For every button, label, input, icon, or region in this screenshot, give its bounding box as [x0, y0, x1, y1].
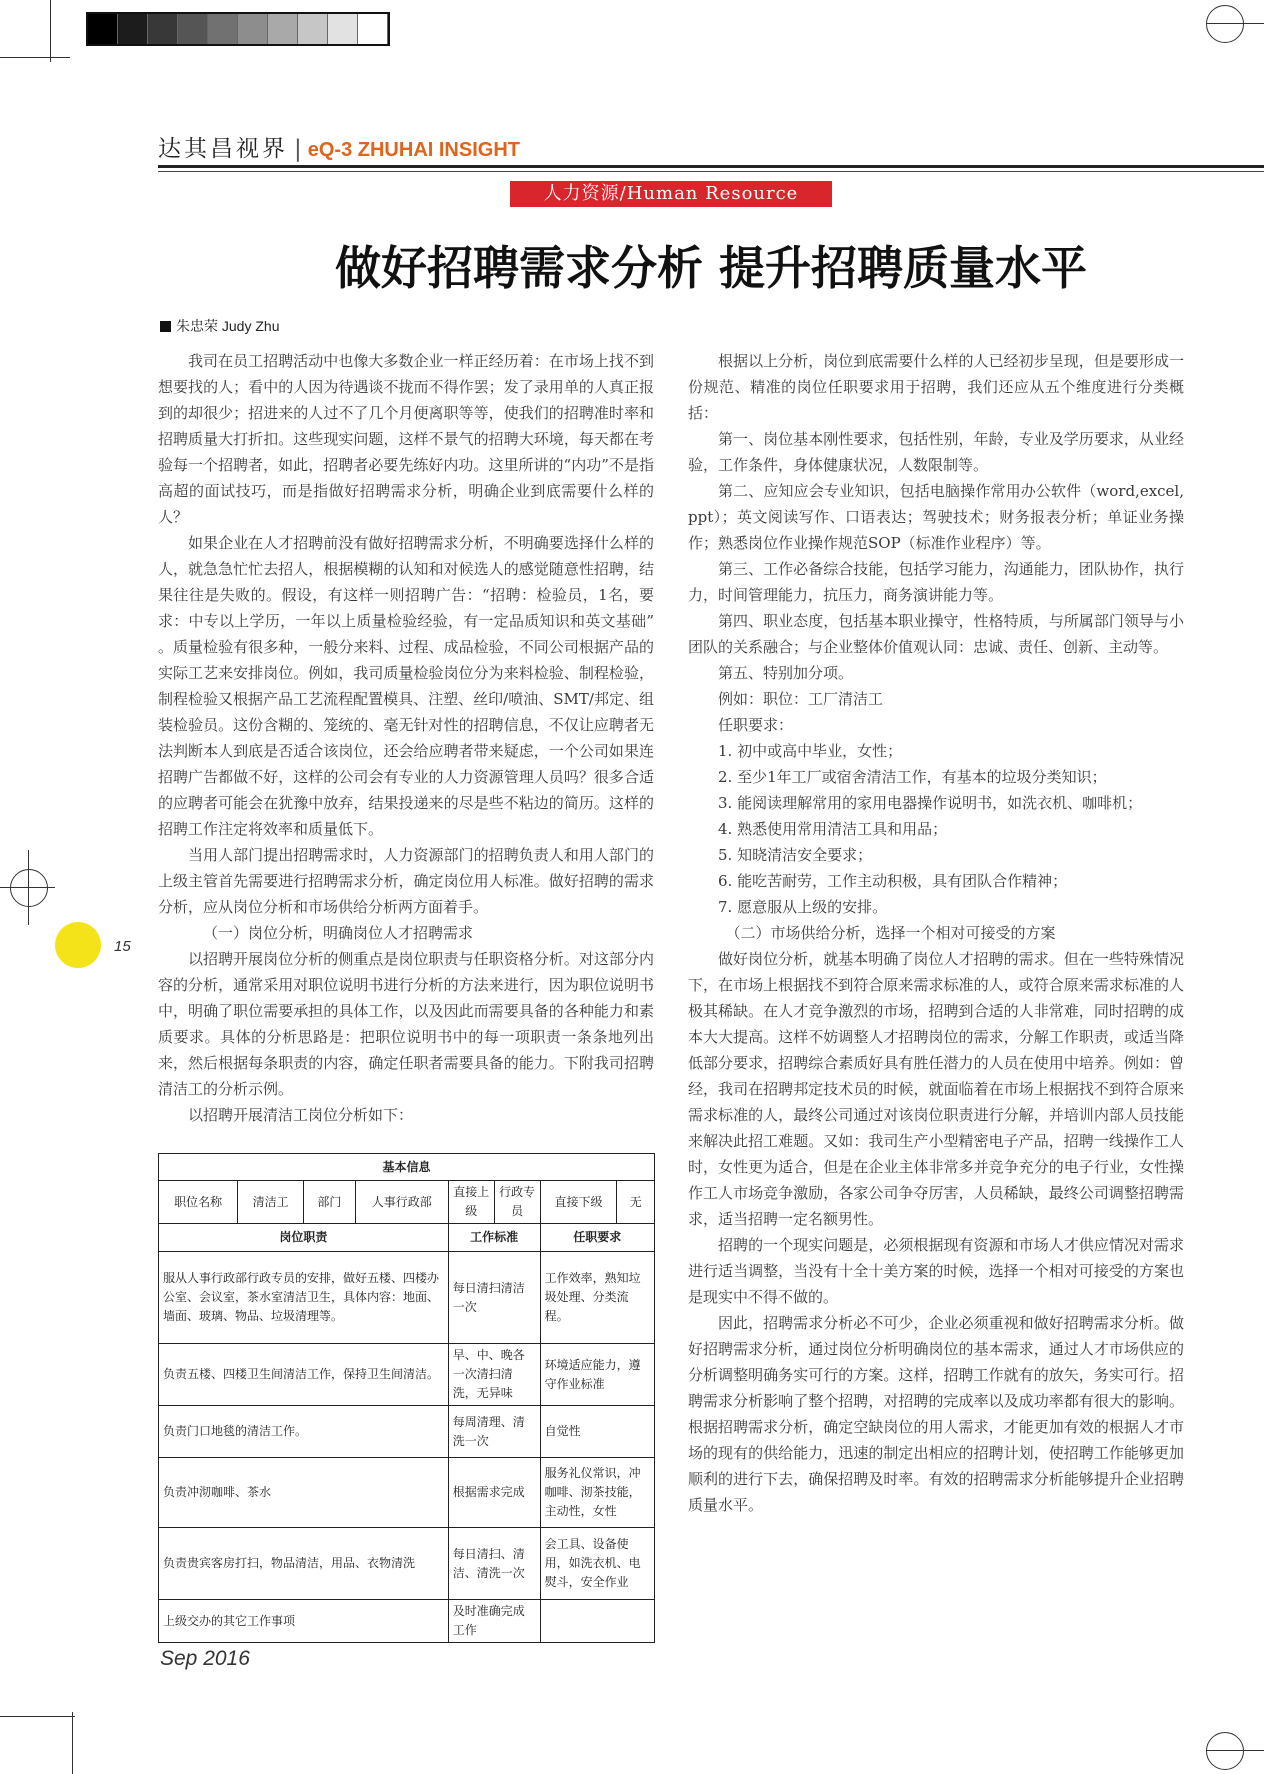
calibration-swatch [88, 14, 118, 44]
duty-cell: 负责贵宾客房打扫，物品清洁，用品、衣物清洗 [159, 1528, 449, 1600]
column-header: 岗位职责 [159, 1224, 449, 1252]
paragraph: 例如：职位：工厂清洁工 [718, 690, 884, 708]
duty-cell: 负责冲沏咖啡、茶水 [159, 1458, 449, 1528]
subheading: （一）岗位分析，明确岗位人才招聘需求 [203, 924, 474, 942]
calibration-swatch [328, 14, 358, 44]
left-column [158, 348, 654, 1128]
paragraph: 当用人部门提出招聘需求时，人力资源部门的招聘负责人和用人部门的上级主管首先需要进行招聘需求分析，确定岗位用人标准。做好招聘的需求分析，应从岗位分析和市场供给分析两方面着手。 [158, 846, 654, 916]
article-title: 做好招聘需求分析 提升招聘质量水平 [334, 241, 1087, 295]
list-item: 3. 能阅读理解常用的家用电器操作说明书，如洗衣机、咖啡机； [718, 794, 1143, 812]
header-rule-thin [158, 171, 1264, 172]
paragraph: 招聘的一个现实问题是，必须根据现有资源和市场人才供应情况对需求进行适当调整，当没有十全十美方案的时候，选择一个相对可接受的方案也是现实中不得不做的。 [688, 1236, 1184, 1306]
section-banner: 人力资源/Human Resource [510, 181, 832, 207]
paragraph: 任职要求： [718, 716, 794, 734]
crop-mark [0, 1716, 75, 1717]
page-marker-dot [55, 922, 101, 968]
table-title: 基本信息 [159, 1154, 655, 1181]
table-row [159, 1528, 655, 1600]
registration-mark [1206, 5, 1244, 43]
standard-cell: 及时准确完成工作 [448, 1600, 540, 1643]
duty-cell: 服从人事行政部行政专员的安排，做好五楼、四楼办公室、会议室，茶水室清洁卫生，具体内容：地面、墙面、玻璃、物品、垃圾清理等。 [159, 1252, 449, 1344]
info-cell: 职位名称 [159, 1181, 238, 1224]
list-item: 7. 愿意服从上级的安排。 [718, 898, 888, 916]
paragraph: 第五、特别加分项。 [718, 664, 854, 682]
paragraph: 我司在员工招聘活动中也像大多数企业一样正经历着：在市场上找不到想要找的人；看中的人因为待遇谈不拢而不得作罢；发了录用单的人真正报到的却很少；招进来的人过不了几个月便离职等等，使我们的招聘准时率和招聘质量大打折扣。这些现实问题，这样不景气的招聘大环境，每天都在考验每一个招聘者，如此，招聘者必要先练好内功。这里所讲的“内功”不是指高超的面试技巧，而是指做好招聘需求分析，明确企业到底需要什么样的人？ [158, 352, 654, 526]
standard-cell: 根据需求完成 [448, 1458, 540, 1528]
requirement-cell: 自觉性 [540, 1406, 654, 1458]
column-header: 任职要求 [540, 1224, 654, 1252]
duty-cell: 上级交办的其它工作事项 [159, 1600, 449, 1643]
subheading: （二）市场供给分析，选择一个相对可接受的方案 [725, 924, 1056, 942]
info-cell: 无 [617, 1181, 655, 1224]
crop-mark [0, 57, 70, 58]
paragraph: 如果企业在人才招聘前没有做好招聘需求分析，不明确要选择什么样的人，就急急忙忙去招人，根据模糊的认知和对候选人的感觉随意性招聘，结果往往是失败的。假设，有这样一则招聘广告：“招聘：检验员，1名，要求：中专以上学历，一年以上质量检验经验，有一定品质知识和英文基础” 。质量检验有很多种，一般分来料、过程、成品检验，不同公司根据产品的实际工艺来安排岗位。例如，我司质量检验岗位分为来料检验、制程检验，制程检验又根据产品工艺流程配置模具、注塑、丝印/喷油、SMT/邦定、组装检验员。这份含糊的、笼统的、毫无针对性的招聘信息，不仅让应聘者无法判断本人到底是否适合该岗位，还会给应聘者带来疑虑，一个公司如果连招聘广告都做不好，这样的公司会有专业的人力资源管理人员吗？很多合适的应聘者可能会在犹豫中放弃，结果投递来的尽是些不粘边的简历。这样的招聘工作注定将效率和质量低下。 [158, 534, 654, 838]
table-row [159, 1600, 655, 1643]
calibration-swatch [358, 14, 388, 44]
paragraph: 第二、应知应会专业知识，包括电脑操作常用办公软件（word,excel, ppt）；英文阅读写作、口语表达；驾驶技术；财务报表分析；单证业务操作；熟悉岗位作业操作规范SOP（标准作业程序）等。 [688, 482, 1184, 552]
info-cell: 直接上级 [448, 1181, 494, 1224]
paragraph: 第一、岗位基本刚性要求，包括性别，年龄，专业及学历要求，从业经验，工作条件，身体健康状况，人数限制等。 [688, 430, 1184, 474]
calibration-swatch [268, 14, 298, 44]
magazine-header [158, 130, 520, 163]
issue-date: Sep 2016 [160, 1647, 250, 1670]
calibration-swatch [148, 14, 178, 44]
color-calibration-strip [86, 12, 390, 46]
calibration-swatch [208, 14, 238, 44]
info-cell: 直接下级 [540, 1181, 617, 1224]
table-row [159, 1406, 655, 1458]
paragraph: 第三、工作必备综合技能，包括学习能力，沟通能力，团队协作，执行力，时间管理能力，抗压力，商务演讲能力等。 [688, 560, 1184, 604]
info-cell: 行政专员 [494, 1181, 540, 1224]
calibration-swatch [118, 14, 148, 44]
table-row [159, 1458, 655, 1528]
standard-cell: 每日清扫、清洁、清洗一次 [448, 1528, 540, 1600]
paragraph: 第四、职业态度，包括基本职业操守，性格特质，与所属部门领导与小团队的关系融合；与企业整体价值观认同：忠诚、责任、创新、主动等。 [688, 612, 1184, 656]
list-item: 1. 初中或高中毕业，女性； [718, 742, 903, 760]
table-row [159, 1344, 655, 1406]
crop-mark [50, 0, 51, 62]
paragraph: 以招聘开展岗位分析的侧重点是岗位职责与任职资格分析。对这部分内容的分析，通常采用对职位说明书进行分析的方法来进行，因为职位说明书中，明确了职位需要承担的具体工作，以及因此而需要具备的各种能力和素质要求。具体的分析思路是：把职位说明书中的每一项职责一条条地列出来，然后根据每条职责的内容，确定任职者需要具备的能力。下附我司招聘清洁工的分析示例。 [158, 950, 654, 1098]
requirement-cell: 会工具、设备使用，如洗衣机、电熨斗，安全作业 [540, 1528, 654, 1600]
page-number: 15 [114, 938, 131, 955]
list-item: 2. 至少1年工厂或宿舍清洁工作，有基本的垃圾分类知识； [718, 768, 1107, 786]
column-header: 工作标准 [448, 1224, 540, 1252]
list-item: 6. 能吃苦耐劳，工作主动积极，具有团队合作精神； [718, 872, 1068, 890]
registration-mark [10, 869, 48, 907]
info-cell: 人事行政部 [355, 1181, 448, 1224]
paragraph: 根据以上分析，岗位到底需要什么样的人已经初步呈现，但是要形成一份规范、精准的岗位任职要求用于招聘，我们还应从五个维度进行分类概括： [688, 352, 1184, 422]
duty-cell: 负责门口地毯的清洁工作。 [159, 1406, 449, 1458]
list-item: 4. 熟悉使用常用清洁工具和用品； [718, 820, 948, 838]
requirement-cell [540, 1600, 654, 1643]
right-column [688, 348, 1184, 1518]
calibration-swatch [298, 14, 328, 44]
paragraph: 做好岗位分析，就基本明确了岗位人才招聘的需求。但在一些特殊情况下，在市场上根据找不到符合原来需求标准的人，或符合原来需求标准的人极其稀缺。在人才竞争激烈的市场，招聘到合适的人非常难，同时招聘的成本大大提高。这样不妨调整人才招聘岗位的需求，分解工作职责，或适当降低部分要求，招聘综合素质好具有胜任潜力的人员在使用中培养。例如：曾经，我司在招聘邦定技术员的时候，就面临着在市场上根据找不到符合原来需求标准的人，最终公司通过对该岗位职责进行分解，并培训内部人员技能来解决此招工难题。又如：我司生产小型精密电子产品，招聘一线操作工人时，女性更为适合，但是在企业主体非常多并竞争充分的电子行业，女性操作工人市场竞争激励，各家公司争夺厉害，人员稀缺，最终公司调整招聘需求，适当招聘一定名额男性。 [688, 950, 1184, 1228]
crop-mark [72, 1712, 73, 1774]
paragraph: 以招聘开展清洁工岗位分析如下： [188, 1106, 414, 1124]
paragraph: 因此，招聘需求分析必不可少，企业必须重视和做好招聘需求分析。做好招聘需求分析，通过岗位分析明确岗位的基本需求，通过人才市场供应的分析调整明确务实可行的方案。这样，招聘工作就有的放矢，务实可行。招聘需求分析影响了整个招聘，对招聘的完成率以及成功率都有很大的影响。根据招聘需求分析，确定空缺岗位的用人需求，才能更加有效的根据人才市场的现有的供给能力，迅速的制定出相应的招聘计划，使招聘工作能够更加顺利的进行下去，确保招聘及时率。有效的招聘需求分析能够提升企业招聘质量水平。 [688, 1314, 1184, 1514]
header-separator: | [294, 136, 302, 162]
standard-cell: 每周清理、清洗一次 [448, 1406, 540, 1458]
magazine-name-cn: 达其昌视界 [158, 136, 288, 162]
crop-mark [28, 850, 29, 925]
standard-cell: 早、中、晚各一次清扫清洗，无异味 [448, 1344, 540, 1406]
info-cell: 清洁工 [238, 1181, 304, 1224]
job-analysis-table [158, 1153, 655, 1643]
requirement-cell: 工作效率，熟知垃圾处理、分类流程。 [540, 1252, 654, 1344]
registration-mark [1206, 1732, 1244, 1770]
requirement-cell: 环境适应能力，遵守作业标准 [540, 1344, 654, 1406]
header-rule [158, 165, 1264, 168]
duty-cell: 负责五楼、四楼卫生间清洁工作，保持卫生间清洁。 [159, 1344, 449, 1406]
calibration-swatch [238, 14, 268, 44]
magazine-name-en: eQ-3 ZHUHAI INSIGHT [307, 139, 520, 161]
requirement-cell: 服务礼仪常识，冲咖啡、沏茶技能，主动性，女性 [540, 1458, 654, 1528]
square-bullet-icon [160, 321, 171, 332]
author-byline [160, 316, 279, 336]
author-name: 朱忠荣 Judy Zhu [176, 318, 280, 334]
list-item: 5. 知晓清洁安全要求； [718, 846, 873, 864]
table-row [159, 1252, 655, 1344]
info-cell: 部门 [303, 1181, 355, 1224]
calibration-swatch [178, 14, 208, 44]
standard-cell: 每日清扫清洁一次 [448, 1252, 540, 1344]
